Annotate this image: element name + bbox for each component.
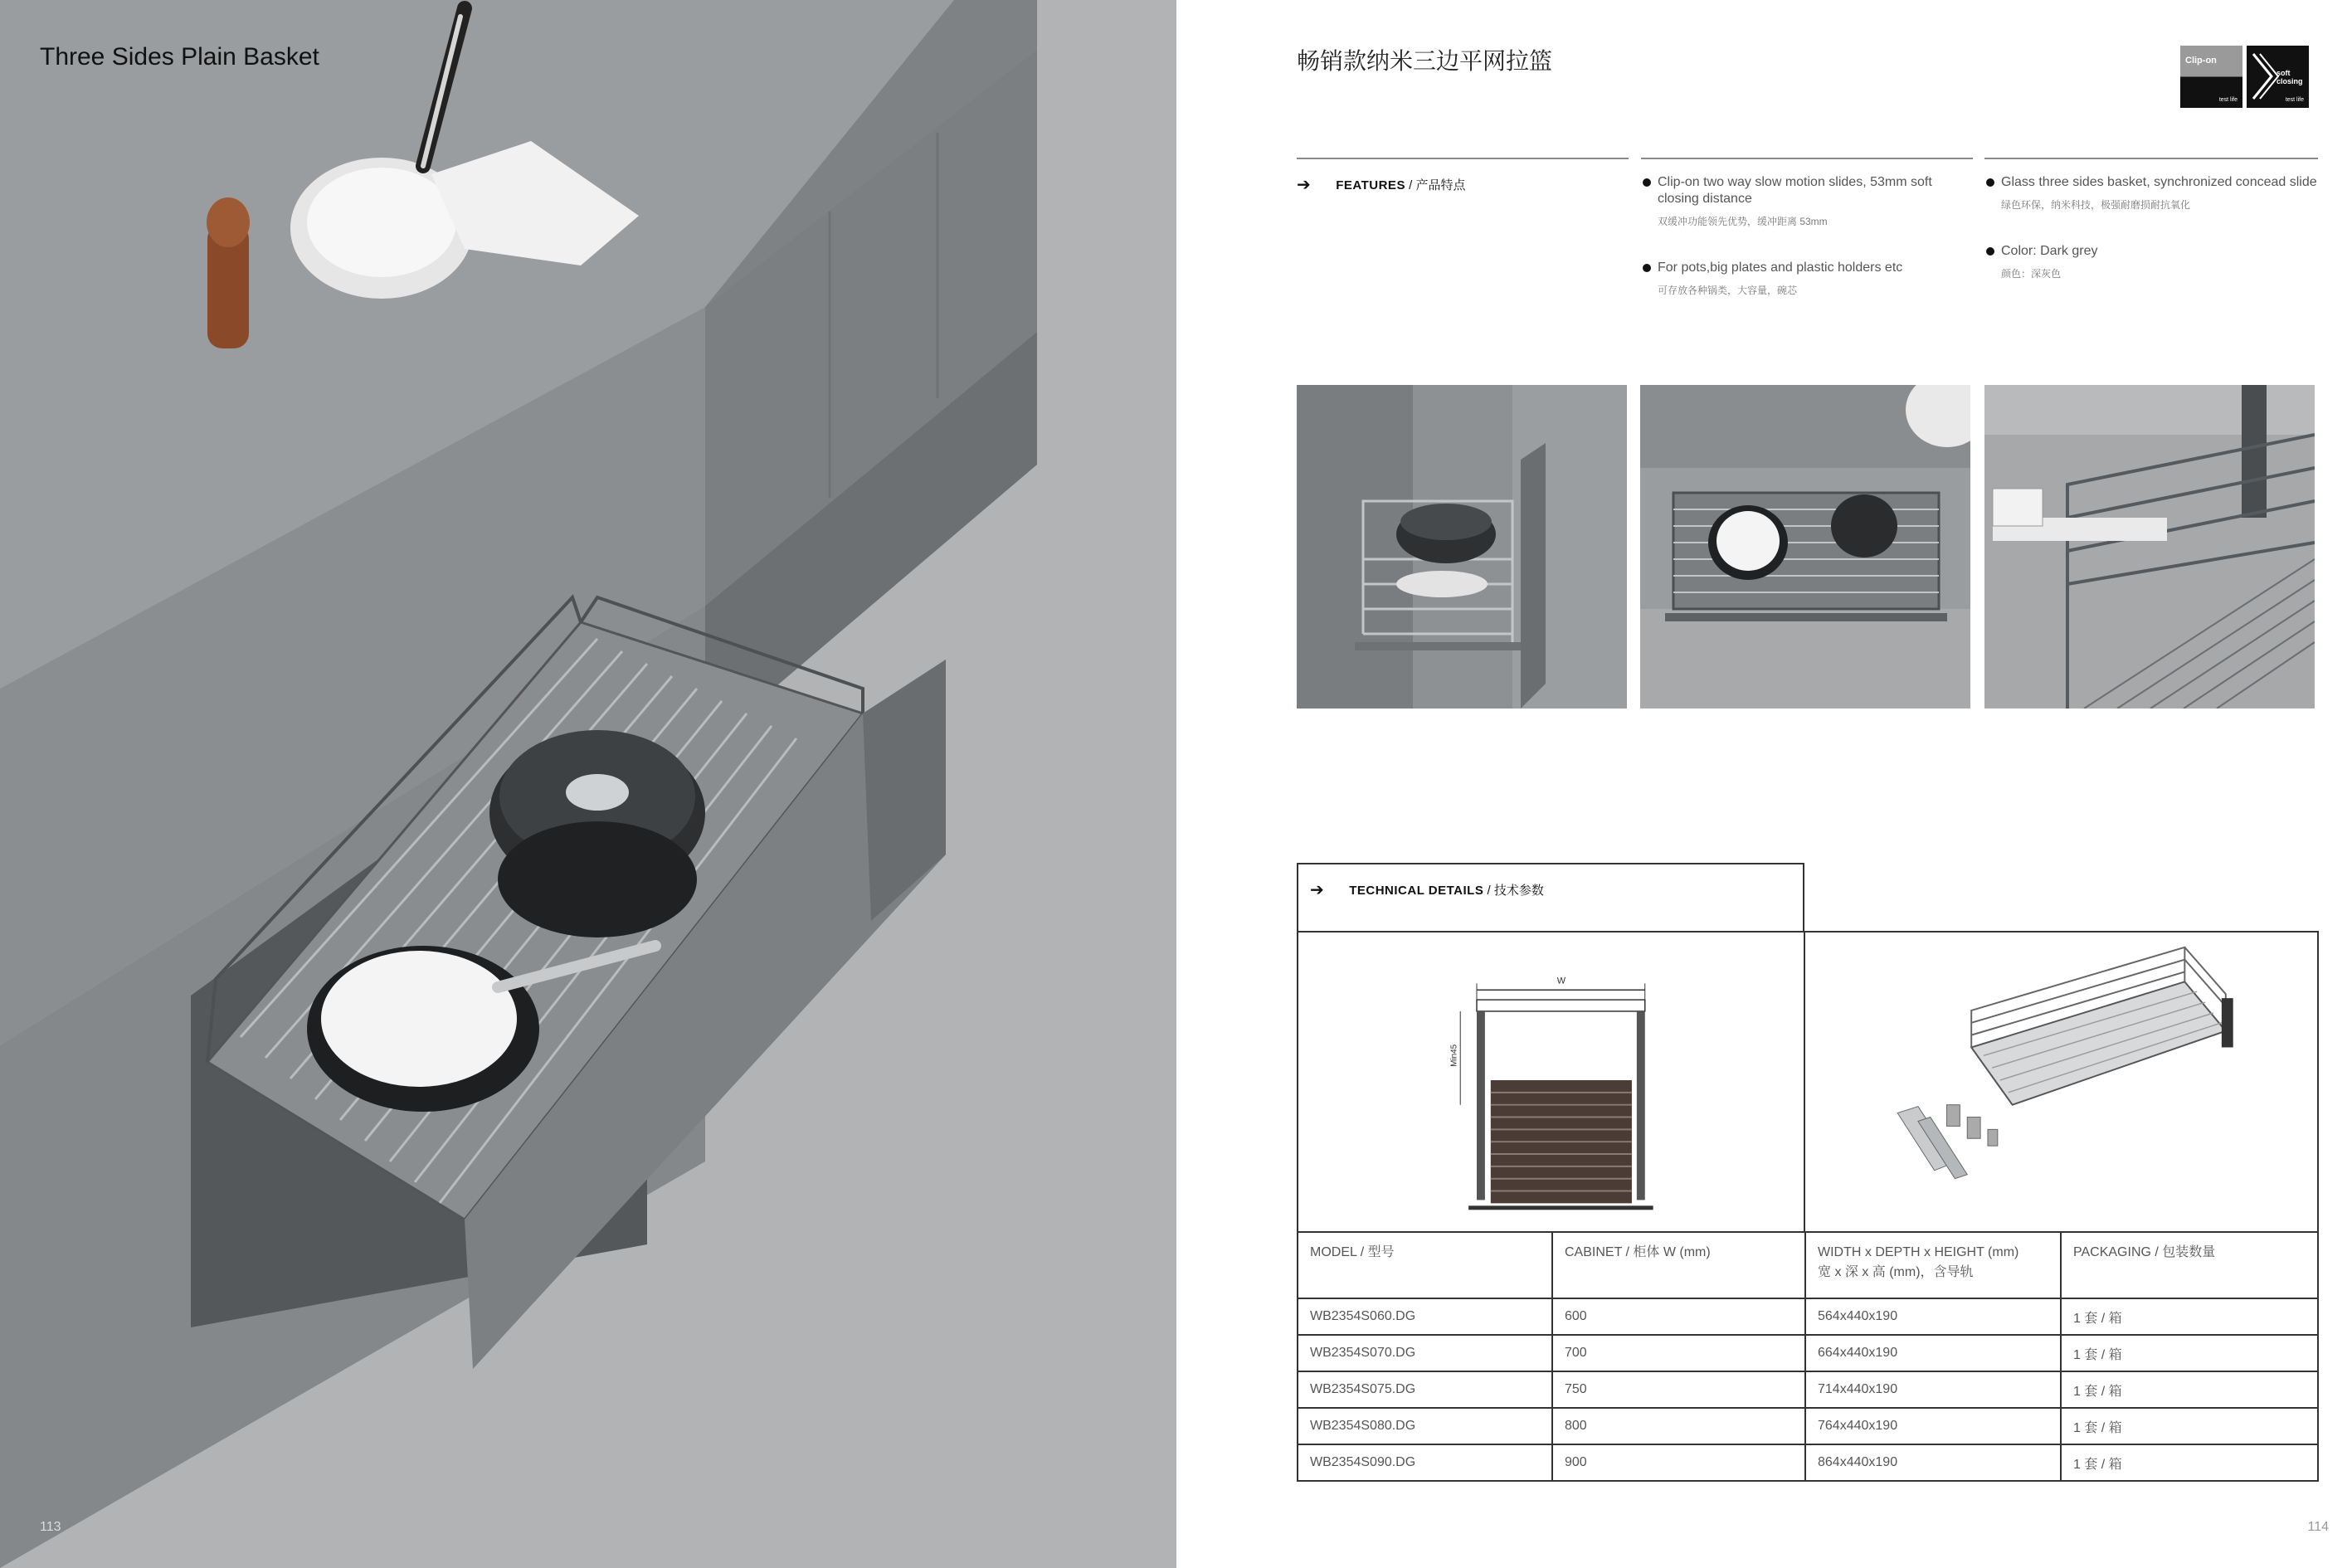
front-view-diagram <box>1298 933 1804 1231</box>
cell-cabinet: 600 <box>1552 1298 1805 1335</box>
basket-render-diagram <box>1805 933 2317 1231</box>
detail-photo-drawer-top <box>1640 385 1970 709</box>
bullet-icon <box>1643 264 1651 272</box>
cell-cabinet: 700 <box>1552 1335 1805 1371</box>
feature-text-en: For pots,big plates and plastic holders etc <box>1658 261 1903 275</box>
feature-item <box>1641 260 1973 297</box>
cell-packaging: 1 套 / 箱 <box>2061 1298 2318 1335</box>
dimension-drawing <box>1298 933 1805 1231</box>
cell-size: 864x440x190 <box>1805 1444 2061 1481</box>
page-number-left: 113 <box>40 1520 61 1534</box>
column-header-cabinet: CABINET / 柜体 W (mm) <box>1552 1232 1805 1298</box>
technical-heading <box>1297 863 1804 933</box>
page-number-right: 114 <box>2307 1520 2329 1534</box>
spec-table <box>1297 1231 2319 1482</box>
column-header-size: WIDTH x DEPTH x HEIGHT (mm) 宽 x 深 x 高 (mm)，含导轨 <box>1805 1232 2061 1298</box>
product-title-en: Three Sides Plain Basket <box>40 43 319 71</box>
feature-text-cn: 绿色环保，纳米科技，极强耐磨损耐抗氧化 <box>2001 199 2191 211</box>
table-header-row <box>1298 1232 2318 1298</box>
soft-closing-logo-sub: test life <box>2285 97 2304 103</box>
features-heading-label: FEATURES / 产品特点 <box>1336 178 1466 192</box>
arrow-right-icon: ➔ <box>1310 881 1324 899</box>
table-row <box>1298 1408 2318 1444</box>
cell-packaging: 1 套 / 箱 <box>2061 1408 2318 1444</box>
feature-text-cn: 颜色：深灰色 <box>2001 268 2062 280</box>
cell-model: WB2354S090.DG <box>1298 1444 1552 1481</box>
clip-on-logo-sub: test life <box>2218 97 2238 103</box>
cell-size: 764x440x190 <box>1805 1408 2061 1444</box>
feature-item <box>1641 174 1973 228</box>
cell-cabinet: 800 <box>1552 1408 1805 1444</box>
product-title-cn: 畅销款纳米三边平网拉篮 <box>1297 48 1553 74</box>
bullet-icon <box>1986 247 1994 256</box>
feature-text-en: Clip-on two way slow motion slides, 53mm soft closing distance <box>1658 175 1932 206</box>
cell-cabinet: 750 <box>1552 1371 1805 1408</box>
column-header-packaging: PACKAGING / 包装数量 <box>2061 1232 2318 1298</box>
feature-item <box>1984 174 2318 212</box>
clip-on-logo-text: Clip-on <box>2185 56 2217 66</box>
arrow-right-icon: ➔ <box>1297 176 1311 194</box>
feature-text-en: Glass three sides basket, synchronized concead slide <box>2001 175 2317 189</box>
features-column-b <box>1984 158 2318 280</box>
features-column-a <box>1641 158 1973 297</box>
feature-text-en: Color: Dark grey <box>2001 244 2098 258</box>
detail-photo-drawer-side <box>1297 385 1627 709</box>
cell-model: WB2354S060.DG <box>1298 1298 1552 1335</box>
product-spec-page <box>1176 0 2352 1568</box>
table-row <box>1298 1371 2318 1408</box>
cell-packaging: 1 套 / 箱 <box>2061 1371 2318 1408</box>
features-heading <box>1297 158 1629 195</box>
bullet-icon <box>1986 178 1994 187</box>
table-row <box>1298 1298 2318 1335</box>
feature-text-cn: 双缓冲功能领先优势，缓冲距离 53mm <box>1658 216 1828 227</box>
soft-closing-logo-text: soft closing <box>2277 69 2303 85</box>
cell-model: WB2354S075.DG <box>1298 1371 1552 1408</box>
soft-closing-logo-icon <box>2247 46 2309 108</box>
cell-packaging: 1 套 / 箱 <box>2061 1335 2318 1371</box>
product-render <box>1805 933 2317 1231</box>
technical-heading-label: TECHNICAL DETAILS / 技术参数 <box>1349 884 1544 898</box>
bullet-icon <box>1643 178 1651 187</box>
cell-size: 714x440x190 <box>1805 1371 2061 1408</box>
cell-size: 664x440x190 <box>1805 1335 2061 1371</box>
clip-on-logo-icon <box>2180 46 2242 108</box>
feature-text-cn: 可存放各种锅类，大容量，碗芯 <box>1658 285 1798 296</box>
technical-diagrams <box>1297 931 2319 1233</box>
cell-model: WB2354S080.DG <box>1298 1408 1552 1444</box>
column-header-model: MODEL / 型号 <box>1298 1232 1552 1298</box>
cell-cabinet: 900 <box>1552 1444 1805 1481</box>
feature-item <box>1984 243 2318 280</box>
cell-size: 564x440x190 <box>1805 1298 2061 1335</box>
table-row <box>1298 1335 2318 1371</box>
detail-photo-basket-corner <box>1984 385 2315 709</box>
cell-model: WB2354S070.DG <box>1298 1335 1552 1371</box>
table-row <box>1298 1444 2318 1481</box>
width-label: W <box>1556 976 1566 986</box>
height-label: Min45 <box>1449 1044 1459 1067</box>
cell-packaging: 1 套 / 箱 <box>2061 1444 2318 1481</box>
